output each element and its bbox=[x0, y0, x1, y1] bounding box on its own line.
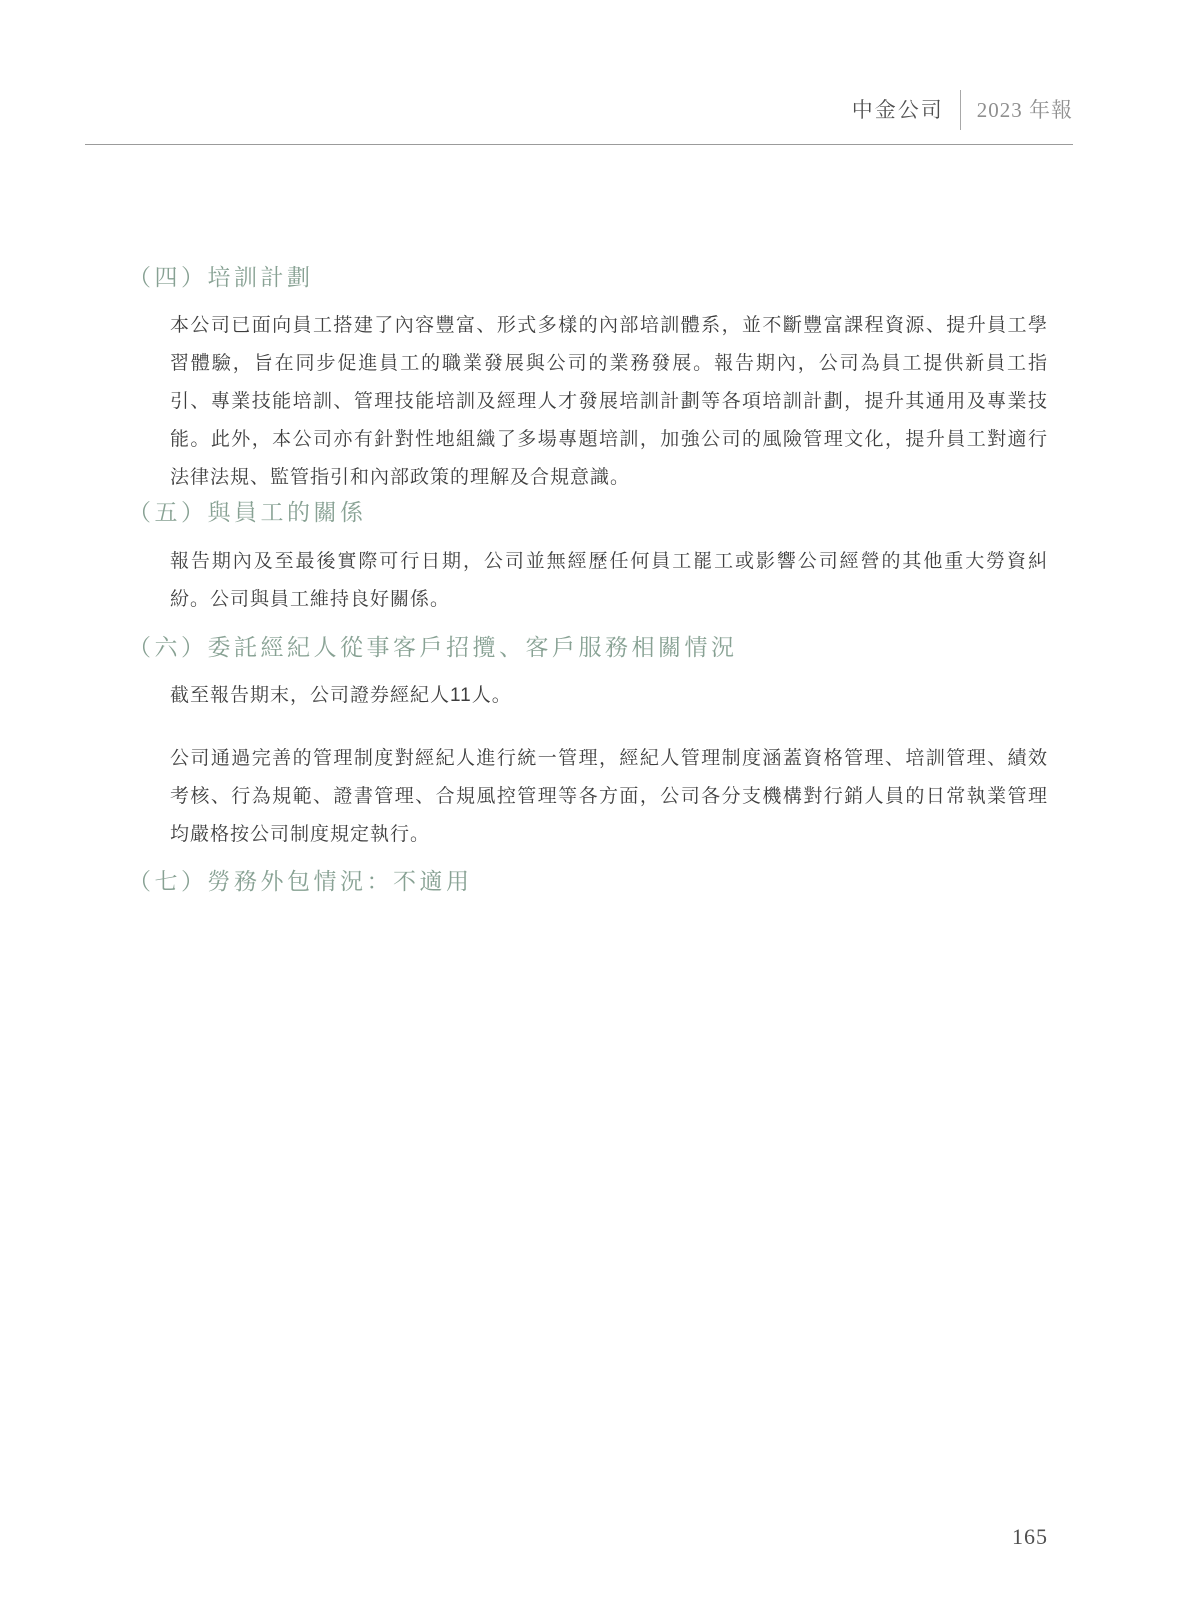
section-heading-labor-outsourcing: （七）勞務外包情況：不適用 bbox=[128, 868, 473, 894]
page-header-inner bbox=[85, 90, 1073, 130]
paragraph-broker-management: 公司通過完善的管理制度對經紀人進行統一管理，經紀人管理制度涵蓋資格管理、培訓管理、績效考核、行為規範、證書管理、合規風控管理等各方面，公司各分支機構對行銷人員的日常執業管理均嚴格按公司制度規定執行。 bbox=[170, 748, 1048, 845]
paragraph-broker-count: 截至報告期末，公司證券經紀人11人。 bbox=[170, 685, 512, 706]
paragraph-employee-relations: 報告期內及至最後實際可行日期，公司並無經歷任何員工罷工或影響公司經營的其他重大勞資糾紛。公司與員工維持良好關係。 bbox=[170, 551, 1048, 610]
header-company-name: 中金公司 bbox=[851, 98, 944, 122]
paragraph-training-plan: 本公司已面向員工搭建了內容豐富、形式多樣的內部培訓體系，並不斷豐富課程資源、提升員工學習體驗，旨在同步促進員工的職業發展與公司的業務發展。報告期內，公司為員工提供新員工指引、專業技能培訓、管理技能培訓及經理人才發展培訓計劃等各項培訓計劃，提升其通用及專業技能。此外，本公司亦有針對性地組織了多場專題培訓，加強公司的風險管理文化，提升員工對適行法律法規、監管指引和內部政策的理解及合規意識。 bbox=[170, 315, 1048, 488]
header-report-year: 2023 年報 bbox=[960, 90, 1073, 130]
section-heading-training-plan: （四）培訓計劃 bbox=[128, 264, 314, 290]
page-header bbox=[85, 90, 1073, 145]
section-heading-broker-services: （六）委託經紀人從事客戶招攬、客戶服務相關情況 bbox=[128, 634, 738, 660]
page-number: 165 bbox=[1012, 1524, 1048, 1549]
section-heading-employee-relations: （五）與員工的關係 bbox=[128, 499, 367, 525]
